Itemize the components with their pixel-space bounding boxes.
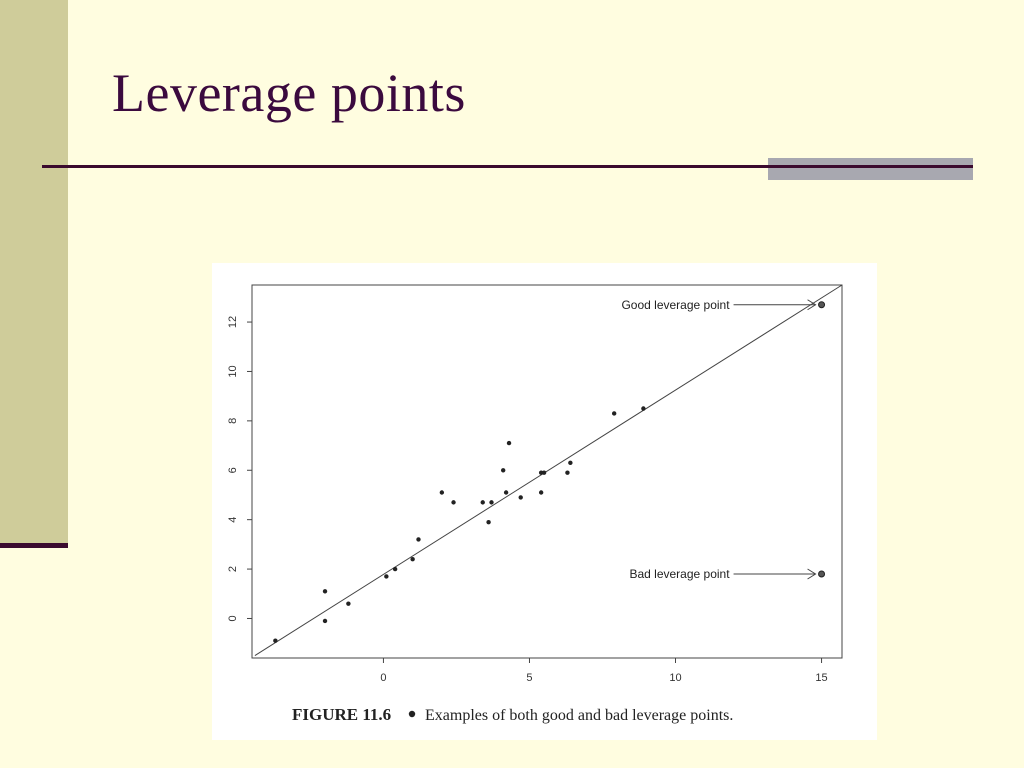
plot-area <box>252 285 842 658</box>
y-tick-label: 10 <box>227 365 239 378</box>
scatter-chart <box>212 263 877 740</box>
data-point <box>519 495 523 499</box>
left-accent-underline <box>0 543 68 548</box>
figure-caption-text: Examples of both good and bad leverage points. <box>425 707 734 724</box>
data-point <box>440 490 444 494</box>
figure-caption-label: FIGURE 11.6 <box>292 705 392 724</box>
data-point <box>410 557 414 561</box>
data-point <box>504 490 508 494</box>
slide-title: Leverage points <box>112 63 466 123</box>
x-tick-label: 15 <box>815 672 828 684</box>
y-tick-label: 2 <box>227 566 239 573</box>
data-point <box>451 500 455 504</box>
caption-bullet-icon <box>409 711 415 717</box>
x-tick-label: 0 <box>380 672 387 684</box>
data-point <box>565 471 569 475</box>
data-point <box>273 639 277 643</box>
y-tick-label: 0 <box>227 615 239 622</box>
data-point <box>323 589 327 593</box>
bad-leverage-point-label: Bad leverage point <box>629 567 730 582</box>
data-point <box>323 619 327 623</box>
good-leverage-point-label: Good leverage point <box>621 297 730 312</box>
bad-leverage-point <box>819 571 825 577</box>
data-point <box>416 537 420 541</box>
y-tick-label: 12 <box>227 315 239 329</box>
data-point <box>486 520 490 524</box>
data-point <box>384 574 388 578</box>
figure-image <box>212 263 877 740</box>
data-point <box>501 468 505 472</box>
title-divider-accent <box>768 158 973 180</box>
data-point <box>481 500 485 504</box>
annotations <box>621 298 824 581</box>
x-tick-label: 5 <box>526 672 533 684</box>
good-leverage-point <box>819 302 825 308</box>
data-point <box>612 411 616 415</box>
data-point <box>542 471 546 475</box>
title-divider-accent-line <box>768 165 973 168</box>
y-axis <box>227 316 252 622</box>
y-tick-label: 8 <box>227 417 239 424</box>
left-accent-bar <box>0 0 68 546</box>
data-point <box>539 490 543 494</box>
data-point <box>346 601 350 605</box>
y-tick-label: 4 <box>227 516 239 523</box>
regression-line <box>255 285 842 656</box>
x-tick-label: 10 <box>669 672 682 684</box>
y-tick-label: 6 <box>227 467 239 474</box>
data-point <box>568 461 572 465</box>
data-point <box>507 441 511 445</box>
data-point <box>489 500 493 504</box>
data-point <box>641 406 645 410</box>
x-axis <box>380 658 827 684</box>
data-point <box>393 567 397 571</box>
data-points <box>273 406 645 643</box>
